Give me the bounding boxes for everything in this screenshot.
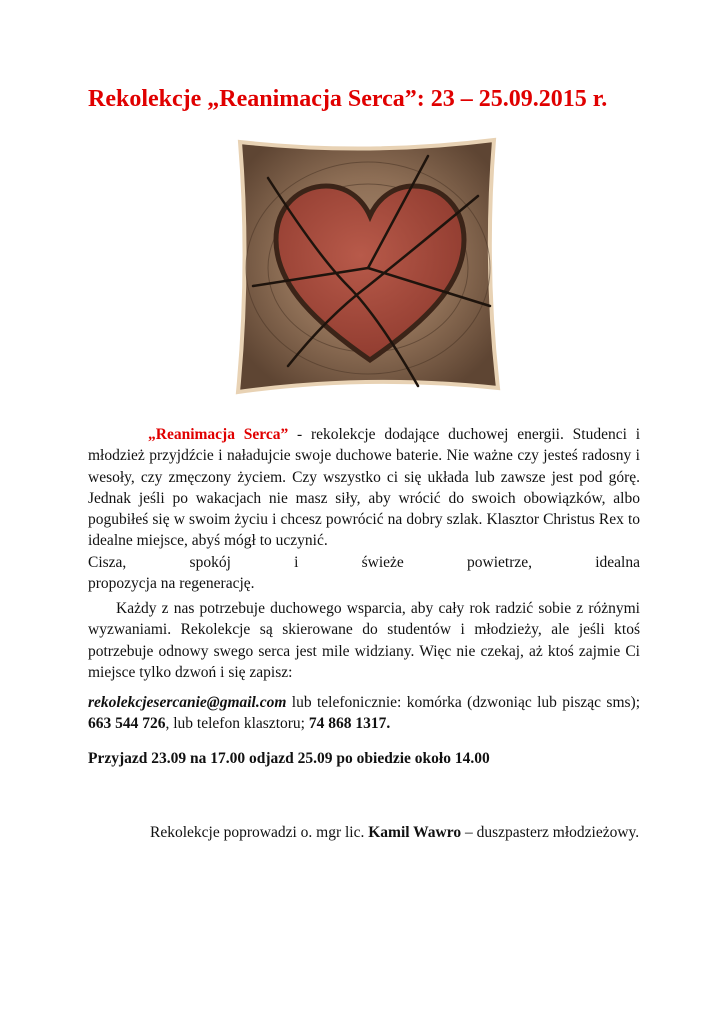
- intro-tail: propozycja na regenerację.: [88, 575, 255, 593]
- heart-pillow-image: [228, 136, 506, 396]
- event-name: „Reanimacja Serca”: [148, 426, 289, 443]
- support-paragraph: [88, 598, 640, 683]
- leader-paragraph: [88, 822, 640, 843]
- leader-text: – duszpasterz młodzieżowy.: [461, 824, 640, 841]
- leader-name: Kamil Wawro: [368, 824, 462, 841]
- contact-text: , lub telefon klasztoru;: [165, 715, 309, 733]
- mobile-number: 663 544 726: [88, 715, 166, 733]
- monastery-phone: 74 868 1317.: [308, 715, 391, 733]
- email-link[interactable]: rekolekcjesercanie@gmail.com: [88, 694, 287, 711]
- page-title: Rekolekcje „Reanimacja Serca”: 23 – 25.09.2015 r.: [88, 86, 608, 112]
- contact-paragraph: [88, 692, 640, 735]
- leader-text: Rekolekcje poprowadzi o. mgr lic.: [150, 824, 369, 841]
- word: powietrze,: [467, 553, 532, 571]
- word: idealna: [595, 553, 640, 571]
- word: Cisza,: [88, 553, 127, 571]
- schedule-line: Przyjazd 23.09 na 17.00 odjazd 25.09 po obiedzie około 14.00: [88, 750, 490, 767]
- spread-line: [88, 552, 640, 573]
- support-text: Każdy z nas potrzebuje duchowego wsparcia, aby cały rok radzić sobie z różnymi wyzwaniami. Rekolekcje są skierowane do studentów i młodzieży, ale jeśli ktoś potrzebuje odnowy swego serca jest mile widziany. Więc nie czekaj, aż ktoś zajmie Ci miejsce tylko dzwoń i się zapisz:: [88, 600, 640, 681]
- word: i: [294, 553, 299, 571]
- word: świeże: [361, 553, 404, 571]
- contact-text: lub telefonicznie: komórka (dzwoniąc lub pisząc sms);: [286, 694, 640, 711]
- intro-text: - rekolekcje dodające duchowej energii. Studenci i młodzież przyjdźcie i naładujcie swoje duchowe baterie. Nie ważne czy jesteś radosny i wesoły, czy zmęczony życiem. Czy wszystko ci się układa lub zawsze jest pod górę. Jednak jeśli po wakacjach nie masz siły, aby wrócić do swoich obowiązków, albo pogubiłeś się w swoim życiu i chcesz powrócić na dobry szlak. Klasztor Christus Rex to idealne miejsce, abyś mógł to uczynić.: [88, 426, 641, 550]
- intro-paragraph: [88, 424, 640, 594]
- word: spokój: [189, 553, 231, 571]
